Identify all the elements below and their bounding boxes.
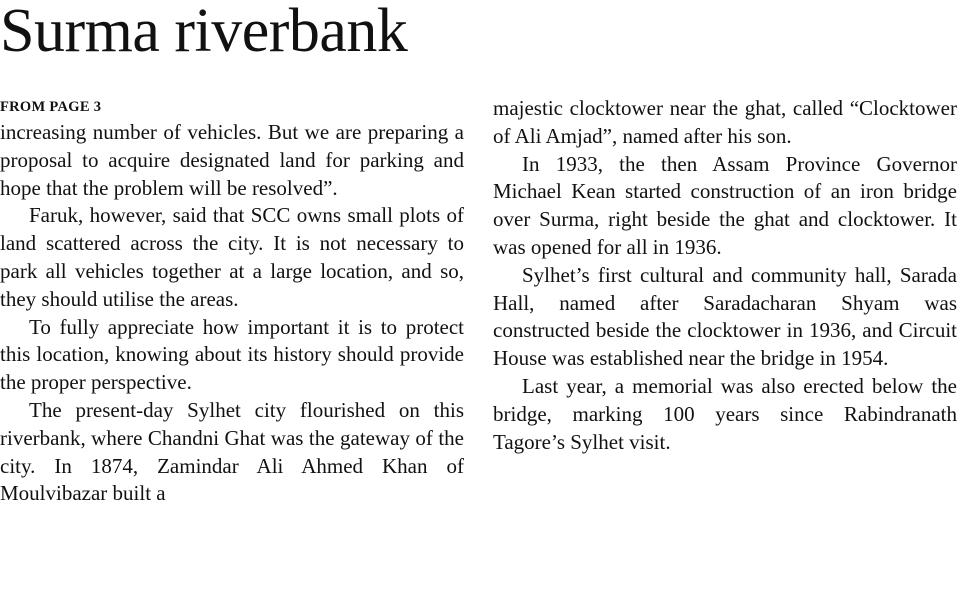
continuation-dateline: FROM PAGE 3 xyxy=(0,99,102,115)
paragraph: To fully appreciate how important it is to protect this location, knowing about its history should provide the proper perspective. xyxy=(0,314,464,395)
paragraph: In 1933, the then Assam Province Governor Michael Kean started construction of an iron bridge over Surma, right beside the ghat and clocktower. It was opened for all in 1936. xyxy=(493,151,957,259)
article-column-left xyxy=(0,95,464,508)
paragraph: increasing number of vehicles. But we are preparing a proposal to acquire designated land for parking and hope that the problem will be resolved”. xyxy=(0,120,464,200)
paragraph: majestic clocktower near the ghat, called “Clocktower of Ali Amjad”, named after his son. xyxy=(493,96,957,148)
paragraph: The present-day Sylhet city flourished on this riverbank, where Chandni Ghat was the gateway of the city. In 1874, Zamindar Ali Ahmed Khan of Moulvibazar built a xyxy=(0,397,464,506)
article-column-right xyxy=(493,95,957,456)
paragraph: Last year, a memorial was also erected below the bridge, marking 100 years since Rabindranath Tagore’s Sylhet visit. xyxy=(493,373,957,454)
paragraph: Sylhet’s first cultural and community hall, Sarada Hall, named after Saradacharan Shyam was constructed beside the clocktower in 1936, and Circuit House was established near the bridge in 1954. xyxy=(493,262,957,371)
paragraph: Faruk, however, said that SCC owns small plots of land scattered across the city. It is not necessary to park all vehicles together at a large location, and so, they should utilise the areas. xyxy=(0,203,464,311)
headline: Surma riverbank xyxy=(0,0,408,65)
